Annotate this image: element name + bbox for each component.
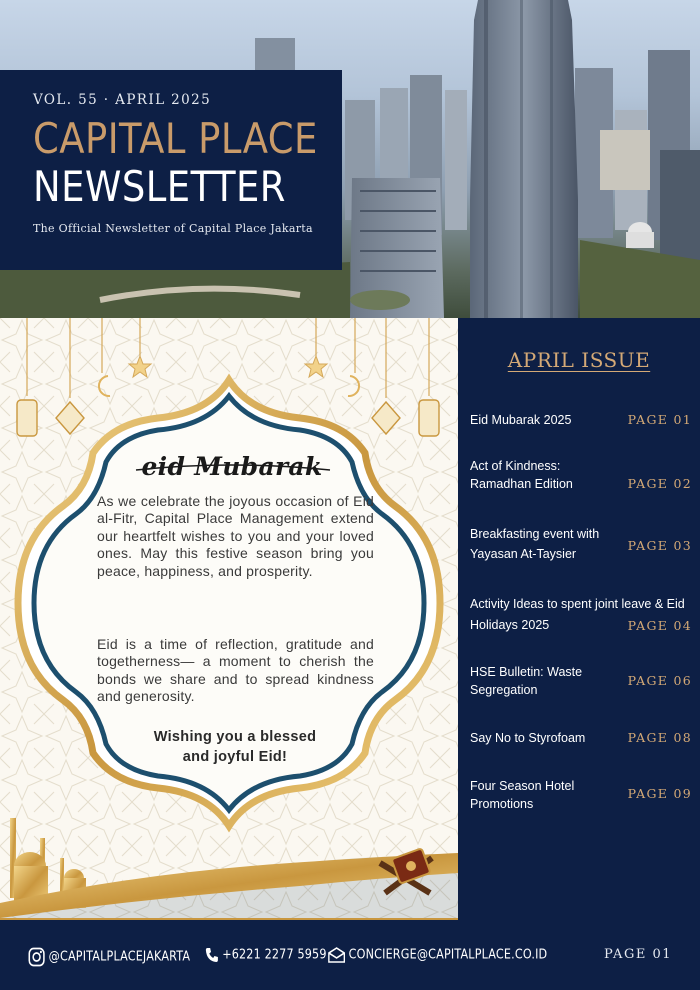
toc-item-title: Breakfasting event with Yayasan At-Taysier xyxy=(470,527,600,561)
toc-item-title: Four Season Hotel Promotions xyxy=(470,779,575,811)
toc-item-title: Say No to Styrofoam xyxy=(470,731,586,745)
phone-link[interactable] xyxy=(205,947,327,963)
toc-item-title: Activity Ideas to spent joint leave & Eid Holidays 2025 xyxy=(470,597,685,632)
email-address: CONCIERGE@CAPITALPLACE.CO.ID xyxy=(348,947,548,963)
toc-item-page: PAGE 02 xyxy=(627,476,692,491)
footer xyxy=(0,920,700,990)
toc-item-title: Act of Kindness: Ramadhan Edition xyxy=(470,459,573,491)
volume-label: VOL. 55 · APRIL 2025 xyxy=(33,92,212,108)
eid-greeting-panel xyxy=(0,318,458,920)
toc-item-page: PAGE 06 xyxy=(627,673,692,688)
phone-icon xyxy=(205,947,219,963)
instagram-icon xyxy=(28,947,45,967)
toc-item-page: PAGE 09 xyxy=(627,786,692,801)
toc-item[interactable] xyxy=(470,777,692,813)
page-number: PAGE 01 xyxy=(604,947,672,962)
greeting-paragraph-2: Eid is a time of reflection, gratitude and togetherness— a moment to cherish the bonds we share and to spread kindness and generosity. xyxy=(97,636,374,705)
title-capital-place: CAPITAL PLACE xyxy=(33,114,318,163)
hero-banner xyxy=(0,0,700,318)
toc-item[interactable] xyxy=(470,411,692,429)
instagram-handle: @CAPITALPLACEJAKARTA xyxy=(48,949,191,965)
toc-heading: APRIL ISSUE xyxy=(507,348,651,372)
eid-mubarak-title: eid Mubarak xyxy=(141,452,323,481)
toc-item-title: Eid Mubarak 2025 xyxy=(470,413,572,427)
closing-line-1: Wishing you a blessed xyxy=(153,729,317,745)
toc-item-page: PAGE 04 xyxy=(627,618,692,633)
instagram-link[interactable] xyxy=(28,947,190,967)
phone-number: +6221 2277 5959 xyxy=(222,947,327,963)
toc-item[interactable] xyxy=(470,663,692,699)
toc-item[interactable] xyxy=(470,457,692,493)
toc-item[interactable] xyxy=(470,524,692,564)
greeting-paragraph-1: As we celebrate the joyous occasion of Eid al-Fitr, Capital Place Management extend our heartfelt wishes to you and your loved ones. May this festive season bring you peace, happiness, and prosperity. xyxy=(97,493,374,579)
toc-item-page: PAGE 08 xyxy=(627,730,692,745)
eid-illustration xyxy=(0,318,458,920)
subtitle: The Official Newsletter of Capital Place Jakarta xyxy=(33,222,313,235)
title-block xyxy=(0,70,342,270)
toc-item-page: PAGE 03 xyxy=(627,538,692,553)
envelope-icon xyxy=(328,947,345,963)
closing-wish xyxy=(110,727,360,767)
closing-line-2: and joyful Eid! xyxy=(182,749,288,765)
toc-item[interactable] xyxy=(470,594,692,636)
toc-item-page: PAGE 01 xyxy=(627,412,692,427)
email-link[interactable] xyxy=(328,947,547,963)
table-of-contents xyxy=(458,318,700,920)
toc-item[interactable] xyxy=(470,729,692,747)
title-newsletter: NEWSLETTER xyxy=(33,162,286,211)
toc-item-title: HSE Bulletin: Waste Segregation xyxy=(470,665,583,697)
